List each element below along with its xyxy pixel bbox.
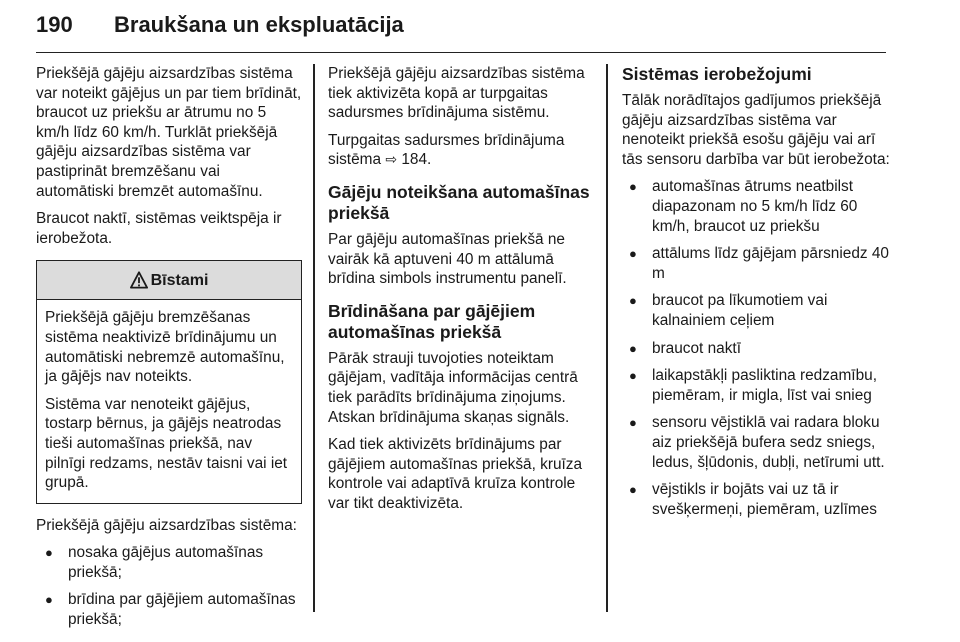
list-item: ● laikapstākļi pasliktina redzamību, piemēram, ir migla, līst vai snieg — [652, 366, 892, 405]
list-item: ● automašīnas ātrums neatbilst diapazonam no 5 km/h līdz 60 km/h, braucot uz priekšu — [652, 177, 892, 236]
paragraph: Braucot naktī, sistēmas veiktspēja ir ierobežota. — [36, 210, 282, 247]
list-item: ● brīdina par gājējiem automašīnas priekšā; — [68, 590, 302, 629]
paragraph: Tālāk norādītajos gadījumos priekšējā gājēju aizsardzības sistēma var nenoteikt priekšā esošu gājēju vai arī tās sensoru darbība var būt ierobežota: — [622, 92, 890, 168]
list-item: ● sensoru vējstiklā vai radara bloku aiz priekšējā bufera sedz sniegs, ledus, šļūdonis, dubļi, netīrumi utt. — [652, 413, 892, 472]
page-reference: 184. — [401, 151, 432, 169]
list-item: ● attālums līdz gājējam pārsniedz 40 m — [652, 244, 892, 283]
bullet-list — [622, 177, 892, 519]
column-divider — [313, 64, 315, 612]
page-header — [36, 0, 886, 53]
warning-header — [37, 261, 301, 300]
warning-title: Bīstami — [150, 271, 209, 289]
column-middle — [328, 64, 594, 522]
warning-triangle-icon — [130, 271, 148, 289]
warning-body — [37, 300, 301, 502]
page-reference-arrow-icon: ⇨ — [385, 151, 398, 168]
column-divider — [606, 64, 608, 612]
paragraph: Priekšējā gājēju aizsardzības sistēma tiek aktivizēta kopā ar turpgaitas sadursmes brīdinājuma sistēmu. — [328, 65, 585, 122]
column-left — [36, 64, 302, 638]
paragraph-text: Turpgaitas sadursmes brīdinājuma sistēma — [328, 131, 565, 169]
warning-box — [36, 260, 302, 503]
list-item: ● nosaka gājējus automašīnas priekšā; — [68, 543, 302, 582]
warning-paragraph: Priekšējā gājēju bremzēšanas sistēma neaktivizē brīdinājumu un automātiski nebremzē automašīnu, ja gājējs nav noteikts. — [45, 309, 285, 386]
paragraph: Priekšējā gājēju aizsardzības sistēma var noteikt gājējus un par tiem brīdināt, braucot uz priekšu ar ātrumu no 5 km/h līdz 60 km/h. Turklāt priekšējā gājēju aizsardzības sistēma var pastiprināt bremzēšanu vai automātiski bremzēt automašīnu. — [36, 65, 302, 200]
section-heading: Sistēmas ierobežojumi — [622, 64, 812, 84]
paragraph: Par gājēju automašīnas priekšā ne vairāk kā aptuveni 40 m attālumā brīdina simbols instrumentu panelī. — [328, 230, 567, 288]
paragraph: Pārāk strauji tuvojoties noteiktam gājējam, vadītāja informācijas centrā tiek parādīts brīdinājuma ziņojums. Atskan brīdinājuma skaņas signāls. — [328, 349, 578, 426]
page-title: Braukšana un ekspluatācija — [114, 12, 404, 37]
section-heading: Brīdināšana par gājējiem automašīnas priekšā — [328, 300, 536, 342]
paragraph-with-reference — [328, 131, 594, 170]
paragraph: Priekšējā gājēju aizsardzības sistēma: — [36, 516, 297, 534]
list-item: ● braucot naktī — [652, 339, 892, 359]
section-heading: Gājēju noteikšana automašīnas priekšā — [328, 181, 590, 223]
page-number: 190 — [36, 12, 73, 37]
bullet-list — [36, 543, 302, 629]
list-item: ● braucot pa līkumotiem vai kalnainiem ceļiem — [652, 291, 892, 330]
paragraph: Kad tiek aktivizēts brīdinājums par gājējiem automašīnas priekšā, kruīza kontrole vai adaptīvā kruīza kontrole var tikt deaktivizēta. — [328, 436, 583, 512]
list-item: ● vējstikls ir bojāts vai uz tā ir svešķermeņi, piemēram, uzlīmes — [652, 480, 892, 519]
warning-paragraph: Sistēma var nenoteikt gājējus, tostarp bērnus, ja gājējs neatrodas tieši automašīnas priekšā, nav pilnīgi redzams, nestāv taisni vai iet grupā. — [45, 395, 288, 492]
column-right — [622, 64, 892, 527]
